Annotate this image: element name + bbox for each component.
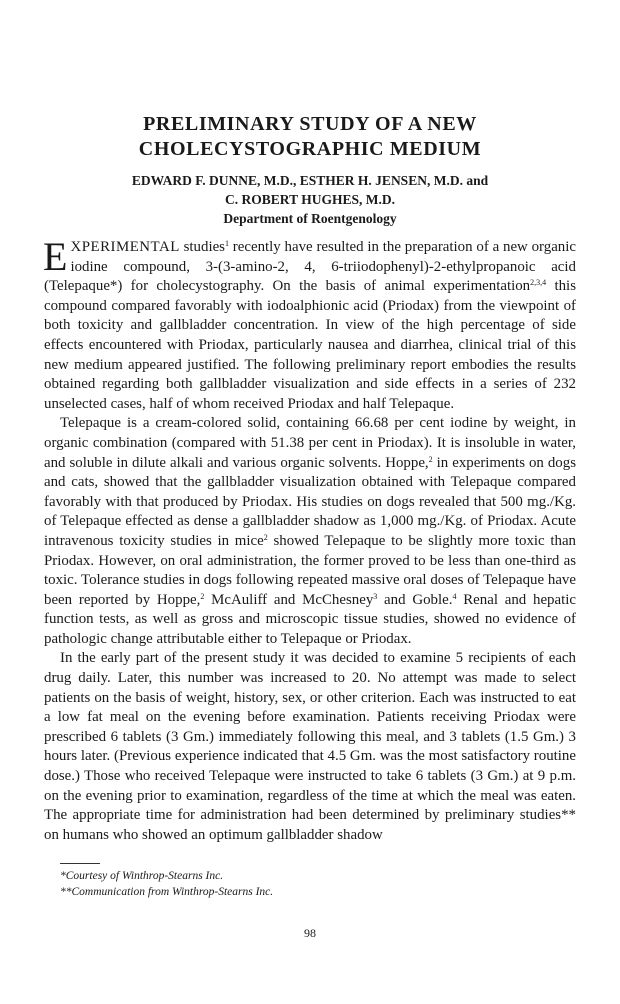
author-block	[44, 171, 576, 228]
title-line-1: PRELIMINARY STUDY OF A NEW	[143, 113, 477, 135]
article-body	[43, 234, 576, 845]
paragraph-3: In the early part of the present study it was decided to examine 5 recipients of each drug daily. Later, this number was increased to 20. No attempt was made to select patients on the basis of weight, history, sex, or other criterion. Each was instructed to eat a low fat meal on the evening before examination. Patients receiving Priodax were prescribed 6 tablets (3 Gm.) immediately following this meal, and 3 tablets (1.5 Gm.) 3 hours later. (Previous experience indicated that 4.5 Gm. was the most satisfactory routine dose.) Those who received Telepaque were instructed to take 6 tablets (3 Gm.) at 9 p.m. on the evening prior to examination, regardless of the time at which the meal was eaten. The appropriate time for administration had been determined by preliminary studies** on humans who showed an optimum gallbladder shadow	[44, 650, 576, 843]
reference-marker: 1	[224, 239, 229, 248]
footnote-2: **Communication from Winthrop-Stearns Inc.	[60, 886, 274, 898]
footnote-1: *Courtesy of Winthrop-Stearns Inc.	[60, 870, 224, 882]
article	[44, 112, 576, 845]
reference-marker: 2	[263, 532, 268, 542]
p2-text-4: McAuliff and McChesney	[204, 591, 374, 608]
department: Department of Roentgenology	[223, 211, 397, 226]
page-number: 98	[304, 926, 316, 940]
paragraph-2	[44, 414, 576, 649]
p1-text-3: this compound compared favorably with iodoalphionic acid (Priodax) from the viewpoint of both toxicity and gallbladder concentration. In view of the high percentage of side effects encountered with Priodax, particularly nausea and diarrhea, clinical trial of this new medium appeared justified. The following preliminary report embodies the results obtained regarding both gallbladder visualization and side effects in a series of 232 unselected cases, half of whom received Priodax and half Telepaque.	[44, 278, 576, 412]
p2-text-3: showed Telepaque to be slightly more toxic than Priodax. However, on oral administration, the former proved to be less than one-third as toxic. Tolerance studies in dogs following repeated massive oral doses of Telepaque have been reported by Hoppe,	[44, 532, 576, 608]
authors-line-2: C. ROBERT HUGHES, M.D.	[225, 192, 395, 207]
reference-marker: 2,3,4	[530, 278, 547, 288]
title-line-2: CHOLECYSTOGRAPHIC MEDIUM	[138, 138, 482, 160]
article-title	[44, 112, 576, 162]
p2-text-1: Telepaque is a cream-colored solid, containing 66.68 per cent iodine by weight, in organic combination (compared with 51.38 per cent in Priodax). It is insoluble in water, and soluble in dilute alkali and various organic solvents. Hoppe,	[44, 415, 576, 471]
footnotes	[60, 863, 560, 900]
drop-cap: E	[43, 234, 68, 279]
p1-text-1: studies	[179, 239, 225, 255]
p2-text-6: Renal and hepatic function tests, as well as gross and microscopic tissue studies, showed no evidence of pathologic change attributable either to Telepaque or Priodax.	[44, 591, 576, 647]
paragraph-1	[43, 234, 576, 414]
p1-text-2: recently have resulted in the preparation of a new organic iodine compound, 3-(3-amino-2, 4, 6-triiodophenyl)-2-ethylpropanoic acid (Telepaque*) for cholecystography. On the basis of animal experimentation	[44, 239, 576, 295]
p2-text-5: and Goble.	[377, 591, 453, 608]
reference-marker: 3	[373, 591, 378, 601]
footnote-rule	[60, 863, 100, 864]
authors-line-1: EDWARD F. DUNNE, M.D., ESTHER H. JENSEN, M.D. and	[131, 173, 489, 188]
p1-small-caps: XPERIMENTAL	[70, 239, 180, 255]
reference-marker: 4	[452, 591, 457, 601]
p2-text-2: in experiments on dogs and cats, showed that the gallbladder visualization obtained with Telepaque compared favorably with that produced by Priodax. His studies on dogs revealed that 500 mg./Kg. of Telepaque effected as dense a gallbladder shadow as 1,000 mg./Kg. of Priodax. Acute intravenous toxicity studies in mice	[44, 454, 576, 549]
reference-marker: 2	[428, 454, 433, 464]
reference-marker: 2	[200, 591, 205, 601]
